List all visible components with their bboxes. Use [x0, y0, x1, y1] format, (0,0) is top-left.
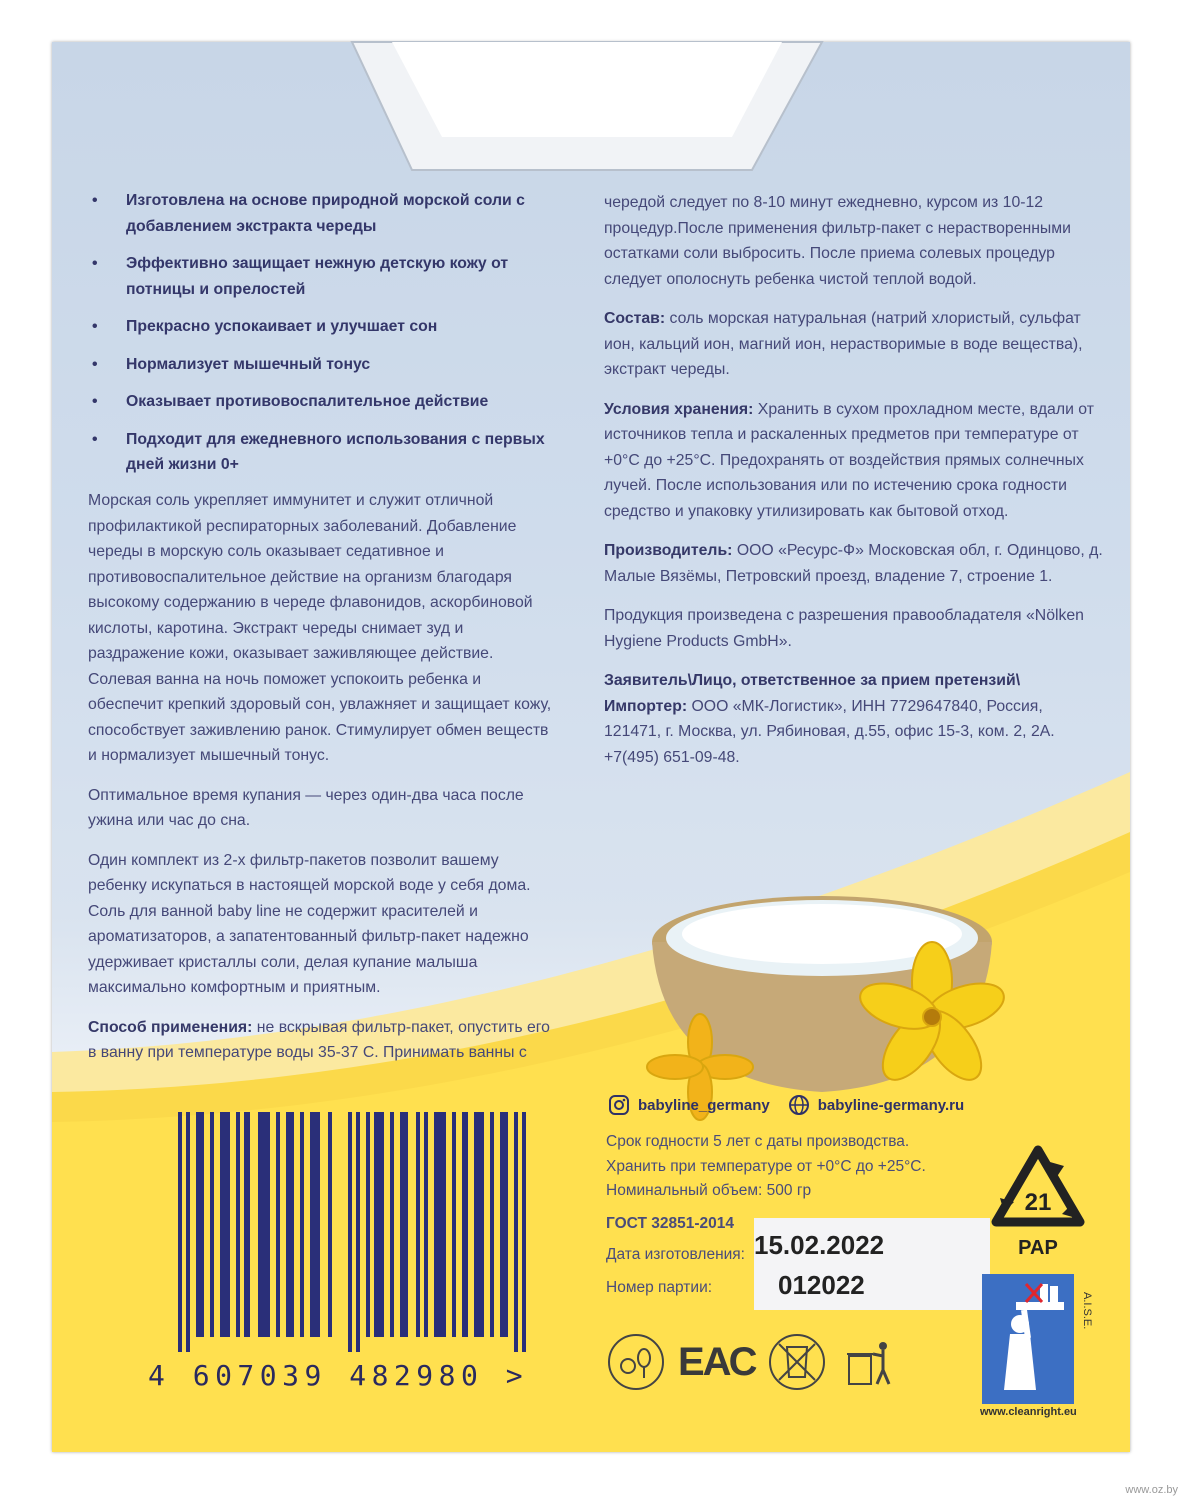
date-stamp — [754, 1218, 990, 1310]
box-flap — [352, 42, 822, 170]
package-back — [52, 42, 1130, 1452]
storage-paragraph: Условия хранения: Хранить в сухом прохладном месте, вдали от источников тепла и раскаленных предметов при температуре от +0°С до +25°С. Предохранять от воздействия прямых солнечных лучей. После использования или по истечению срока годности средство и упаковку утилизировать как бытовой отход. — [604, 400, 1094, 520]
net-volume: Номинальный объем: 500 гр — [606, 1182, 812, 1199]
eac-mark: ЕАС — [678, 1339, 756, 1384]
aise-safety-icon — [980, 1272, 1093, 1412]
composition-paragraph: Состав: соль морская натуральная (натрий хлористый, сульфат ион, кальций ион, магний ион, нерастворимые в воде вещества), экстракт череды. — [604, 310, 1083, 378]
production-date: 15.02.2022 — [754, 1230, 885, 1260]
batch-number: 012022 — [778, 1270, 865, 1300]
importer-paragraph: Заявитель\Лицо, ответственное за прием претензий\ Импортер: ООО «МК-Логистик», ИНН 7729647840, Россия, 121471, г. Москва, ул. Рябиновая, д.55, офис 15-3, ком. 2, 2А. +7(495) 651-09-48. — [604, 672, 1055, 766]
trash-bin-icon — [839, 1332, 899, 1392]
hygiene-items-icon — [606, 1332, 666, 1392]
shelf-life: Срок годности 5 лет с даты производства. — [606, 1133, 910, 1150]
benefit-item: • Оказывает противовоспалительное действие — [92, 393, 489, 410]
batch-label: Номер партии: — [606, 1279, 713, 1296]
usage-continued: чередой следует по 8-10 минут ежедневно, курсом из 10-12 процедур.После применения фильтр-пакет с нерастворенными остатками соли выбросить. После приема солевых процедур следует ополоснуть ребенка чистой теплой водой. — [604, 194, 1071, 288]
recycle-code: 21 — [1024, 1189, 1052, 1216]
storage-temp: Хранить при температуре от +0°С до +25°С. — [606, 1157, 926, 1175]
benefit-item: • Нормализует мышечный тонус — [92, 355, 371, 373]
left-text-column — [88, 488, 558, 1080]
benefit-item: • Эффективно защищает нежную детскую кожу от потницы и опрелостей — [92, 255, 509, 298]
license-paragraph: Продукция произведена с разрешения правообладателя «Nölken Hygiene Products GmbH». — [604, 607, 1084, 650]
recycle-icon — [980, 1142, 1096, 1262]
gost: ГОСТ 32851-2014 — [606, 1214, 734, 1232]
not-for-food-icon — [767, 1332, 827, 1392]
filter-bag-paragraph: Один комплект из 2-х фильтр-пакетов позволит вашему ребенку искупаться в настоящей морской воде у себя дома. Соль для ванной baby line не содержит красителей и ароматизаторов, а запатентованный фильтр-пакет надежно удерживает кристаллы соли, делая купание малыша максимально комфортным и приятным. — [88, 851, 531, 996]
manufacturer-paragraph: Производитель: ООО «Ресурс-Ф» Московская обл, г. Одинцово, д. Малые Вязёмы, Петровский проезд, владение 7, строение 1. — [604, 542, 1103, 585]
date-label: Дата изготовления: — [606, 1246, 745, 1263]
aise-label: A.I.S.E. — [1081, 1292, 1093, 1330]
instagram-icon — [608, 1094, 630, 1116]
watermark: www.oz.by — [1125, 1484, 1178, 1496]
social-links — [608, 1094, 964, 1116]
certification-icons — [606, 1332, 899, 1392]
website: babyline-germany.ru — [817, 1096, 965, 1114]
barcode-digits: 4 607039 482980 > — [148, 1359, 529, 1392]
description-paragraph: Морская соль укрепляет иммунитет и служит отличной профилактикой респираторных заболеваний. Добавление череды в морскую соль оказывает седативное и противовоспалительное действие на организм благодаря высокому содержанию в череде флавонидов, аскорбиновой кислоты, каротина. Экстракт череды снимает зуд и раздражение кожи, оказывает заживляющее действие. Солевая ванна на ночь поможет успокоить ребенка и обеспечит крепкий здоровый сон, увлажняет и защищает кожу, способствует заживлению ранок. Стимулирует обмен веществ и нормализует мышечный тонус. — [88, 492, 552, 764]
bath-time-paragraph: Оптимальное время купания — через один-два часа после ужина или час до сна. — [88, 786, 524, 829]
usage-paragraph: Способ применения: не вскрывая фильтр-пакет, опустить его в ванну при температуре воды 35-37 С. Принимать ванны с — [88, 1018, 550, 1061]
benefit-item: • Прекрасно успокаивает и улучшает сон — [92, 318, 438, 335]
cleanright-url: www.cleanright.eu — [980, 1406, 1077, 1418]
benefit-item: • Подходит для ежедневного использования с первых дней жизни 0+ — [92, 430, 545, 473]
benefits-list — [88, 188, 558, 490]
instagram-handle: babyline_germany — [638, 1096, 770, 1114]
barcode — [178, 1112, 534, 1352]
benefit-item: • Изготовлена на основе природной морской соли с добавлением экстракта череды — [92, 192, 525, 235]
right-text-column — [604, 190, 1104, 784]
stamp-labels — [606, 1238, 745, 1304]
globe-icon — [788, 1094, 810, 1116]
recycle-material: PAP — [1018, 1237, 1058, 1259]
